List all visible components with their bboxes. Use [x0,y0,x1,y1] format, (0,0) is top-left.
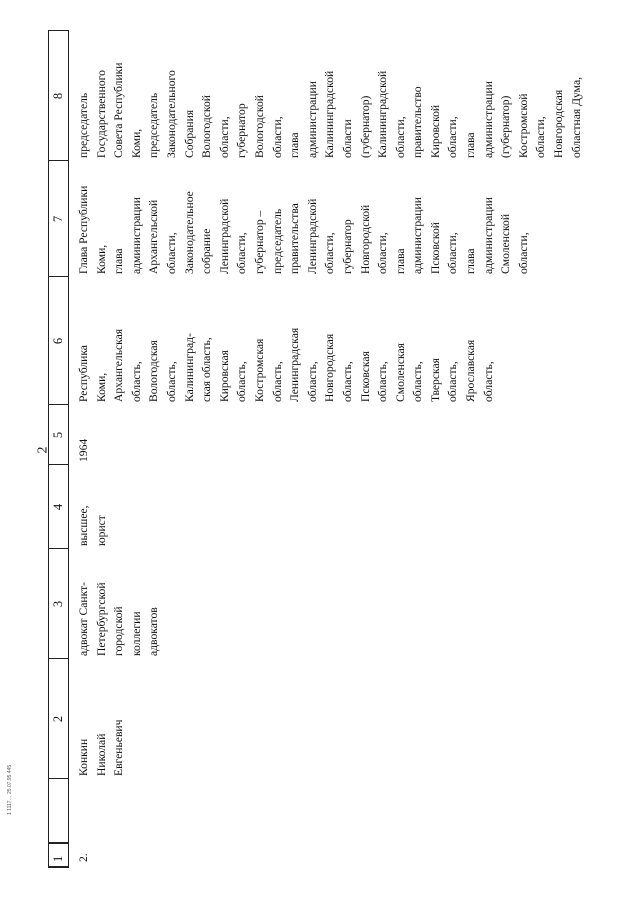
header-col-8: 8 [49,31,69,161]
header-col-6: 6 [49,277,69,405]
candidate-occupation: адвокат Санкт- Петербургской городской коллегии адвокатов [77,582,161,656]
candidate-officials: председатель Государственного Совета Республики Коми, председатель Законодательного Собрания Вологодской области, губернатор Вологодской области, глава администрации Калининградской области (губернатор) Калининградской области, правительство Кировской области, глава администрации (губернатор) Костромской области, Новгородская областная Дума, [77,62,583,158]
header-col-2: 2 [49,659,69,779]
header-col-4: 4 [49,465,69,549]
page-number: 2 [35,446,51,454]
print-mark: 1 1117… 25.07.95 445 [7,764,13,815]
header-col-7: 7 [49,161,69,277]
rotated-document [48,32,585,868]
candidate-birth-year: 1964 [77,438,90,462]
candidate-education: высшее, юрист [77,505,108,546]
candidate-nominating-bodies: Глава Республики Коми, глава администрации Архангельской области, Законодательное собрание Ленинградской области, губернатор – председатель правительства Ленинградской области, губернатор Новгородской области, глава администрации Псковской области, глава администрации Смоленской области, [77,185,530,274]
header-col-1: 1 [49,843,69,867]
table-row [69,31,586,867]
candidate-name: Конкин Николай Евгеньевич [77,719,126,776]
empty-cell [69,779,586,843]
candidate-table [48,31,585,869]
header-spacer [49,779,69,843]
candidate-regions: Республика Коми, Архангельская область, Вологодская область, Калининград- ская область, Кировская область, Костромская область, Ленинградская область, Новгородская область, Псковская область, Смоленская область, Тверская область, Ярославская область, [77,327,495,402]
header-col-5: 5 [49,405,69,465]
header-row [49,31,69,867]
header-col-3: 3 [49,549,69,659]
row-number: 2. [77,853,90,862]
